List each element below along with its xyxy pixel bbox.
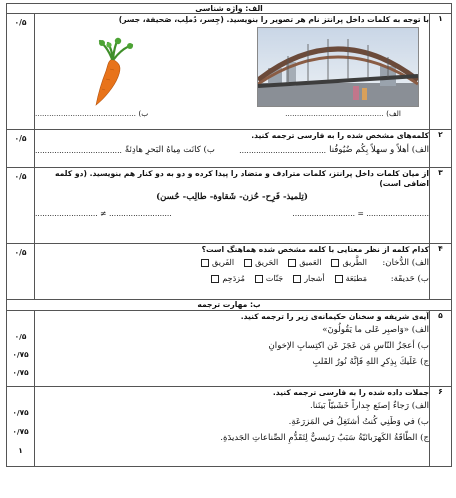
score-line-a: ۰/۷۵ xyxy=(12,407,29,417)
option-label: أشجار xyxy=(304,274,325,284)
section-a-title: الف: واژه شناسی xyxy=(7,4,452,14)
score-value: ۰/۵ xyxy=(14,248,27,258)
carrot-image xyxy=(82,37,142,107)
question-1-images xyxy=(35,28,429,118)
section-b-title: ب: مهارت ترجمه xyxy=(7,300,452,310)
question-5-line-b: ب) أعجَزُ النّاسِ مَن عَجَزَ عَن اكتِسابِ الإخوانِ xyxy=(268,341,429,352)
score-value: ۰/۵ xyxy=(14,134,27,144)
checkbox[interactable] xyxy=(201,259,209,267)
option-label: الفَریق xyxy=(212,258,235,268)
score-line-b: ۰/۷۵ xyxy=(12,426,29,436)
question-2-row xyxy=(7,130,452,168)
question-6-line-a: الف) رَجاءٌ إصنَع جِداراً خَشَبيّاً بَينَنا. xyxy=(310,401,429,412)
question-6-line-b: ب) في وَطَنِي كُنتُ أشتَغِلُ في المَزرَعَةِ. xyxy=(288,417,429,428)
question-2-items xyxy=(35,145,429,156)
question-5-line-a: الف) «وَاصبِر عَلى ما يَقُولُونَ» xyxy=(322,325,429,336)
question-4-number: ۴ xyxy=(430,244,452,300)
score-value: ۰/۵ xyxy=(14,18,27,28)
item-b-text: ب) كانَت مِياهُ البَحرِ هادِئةً xyxy=(124,144,215,155)
image-b-label: ب) ........................................... xyxy=(35,108,149,118)
option-label: مُزدَحِم xyxy=(222,274,245,284)
image-b-group xyxy=(35,37,148,118)
exam-table xyxy=(6,3,452,467)
question-5-scores xyxy=(7,310,35,386)
question-2-body xyxy=(35,130,430,168)
question-3-instruction: از میان کلمات داخل پرانتز، کلمات مترادف و متضاد را پیدا کرده و دو به دو کنار هم بنویسید. (دو کلمه اضافی است) xyxy=(54,169,429,188)
option-label: الحَریق xyxy=(255,258,279,268)
option-label: الطَّریق xyxy=(342,258,367,268)
section-a-header-row xyxy=(7,4,452,14)
question-5-instruction: آیه‌ی شریفه و سخنان حکیمانه‌ی زیر را ترجمه کنید. xyxy=(240,311,429,321)
question-5-line-c: ج) عَلَيكَ بِذِكرِ اللهِ فَإنَّهُ نُورُ القَلبِ xyxy=(312,356,429,367)
checkbox[interactable] xyxy=(255,275,263,283)
item-b-blank: .................................... xyxy=(35,145,122,155)
score-line-b: ۰/۷۵ xyxy=(12,349,29,359)
option-b-4[interactable] xyxy=(211,274,245,284)
score-line-a: ۰/۵ xyxy=(14,331,27,341)
question-2-item-b xyxy=(35,145,215,156)
image-a-group xyxy=(257,27,429,118)
question-6-number: ۶ xyxy=(430,386,452,466)
score-line-c: ۰/۷۵ xyxy=(12,367,29,377)
question-1-row xyxy=(7,14,452,130)
option-group-b-label: ب) حَدیقَة: xyxy=(390,273,429,284)
section-b-header-row xyxy=(7,300,452,310)
question-6-line-c: ج) الطّاقَةُ الكَهرَبائيّةُ سَبَبٌ رَئيسيٌّ لِتَقَدُّمِ الصِّناعاتِ الجَديدَةِ. xyxy=(220,432,429,443)
question-1-score xyxy=(7,14,35,130)
option-label: جَنّات xyxy=(265,274,284,284)
question-4-options-a xyxy=(35,258,429,269)
question-3-body xyxy=(35,168,430,244)
option-b-2[interactable] xyxy=(293,274,324,284)
question-6-instruction: جملات داده شده را به فارسی ترجمه کنید. xyxy=(272,387,429,397)
question-3-row xyxy=(7,168,452,244)
question-2-instruction: کلمه‌های مشخص شده را به فارسی ترجمه کنید. xyxy=(251,131,429,141)
question-4-body xyxy=(35,244,430,300)
question-2-number: ۲ xyxy=(430,130,452,168)
option-a-1[interactable] xyxy=(331,258,367,268)
image-a-label: الف) .......................................... xyxy=(285,108,401,118)
blank-antonym: .......................... ≠ .......................... xyxy=(35,209,172,219)
question-2-score xyxy=(7,130,35,168)
option-a-2[interactable] xyxy=(288,258,321,268)
question-1-instruction: با توجه به کلمات داخل پرانتز نام هر تصویر را بنویسید. (جِسر، دُملِب، صَحیفة، جسر) xyxy=(118,15,429,25)
option-a-3[interactable] xyxy=(244,258,278,268)
option-b-1[interactable] xyxy=(335,274,367,284)
question-6-row xyxy=(7,386,452,466)
question-5-row xyxy=(7,310,452,386)
bridge-image xyxy=(257,27,419,107)
question-3-score xyxy=(7,168,35,244)
blank-synonym: .......................... = .......................... xyxy=(292,209,429,219)
question-4-instruction: کدام کلمه از نظر معنایی با کلمه مشخص شده هماهنگ است؟ xyxy=(201,245,429,255)
question-1-body xyxy=(35,14,430,130)
question-4-options-b xyxy=(35,274,429,285)
checkbox[interactable] xyxy=(211,275,219,283)
checkbox[interactable] xyxy=(288,259,296,267)
question-6-scores xyxy=(7,386,35,466)
question-3-blanks xyxy=(35,209,429,218)
score-line-c: ۱ xyxy=(18,445,23,455)
question-4-score xyxy=(7,244,35,300)
option-group-a-label: الف) الدُّخان: xyxy=(382,257,429,268)
item-a-blank: .................................... xyxy=(239,145,327,155)
score-value: ۰/۵ xyxy=(14,172,27,182)
checkbox[interactable] xyxy=(244,259,252,267)
question-2-item-a xyxy=(239,145,429,156)
question-4-row xyxy=(7,244,452,300)
question-1-number: ۱ xyxy=(430,14,452,130)
option-label: العَمیق xyxy=(299,258,322,268)
checkbox[interactable] xyxy=(331,259,339,267)
item-a-text: الف) أهلاً و سهلاً بِكُم ضُيُوفُنا xyxy=(329,144,429,155)
checkbox[interactable] xyxy=(335,275,343,283)
question-6-body xyxy=(35,386,430,466)
checkbox[interactable] xyxy=(293,275,301,283)
question-5-number: ۵ xyxy=(430,310,452,386)
question-3-number: ۳ xyxy=(430,168,452,244)
option-b-3[interactable] xyxy=(255,274,283,284)
option-a-4[interactable] xyxy=(201,258,234,268)
option-label: مَطبَعَة xyxy=(345,274,367,284)
question-5-body xyxy=(35,310,430,386)
question-3-word-list: (تِلميذ- فَرِح- حُزن- شَقاوة- طالِب- حُسن) xyxy=(156,192,308,203)
